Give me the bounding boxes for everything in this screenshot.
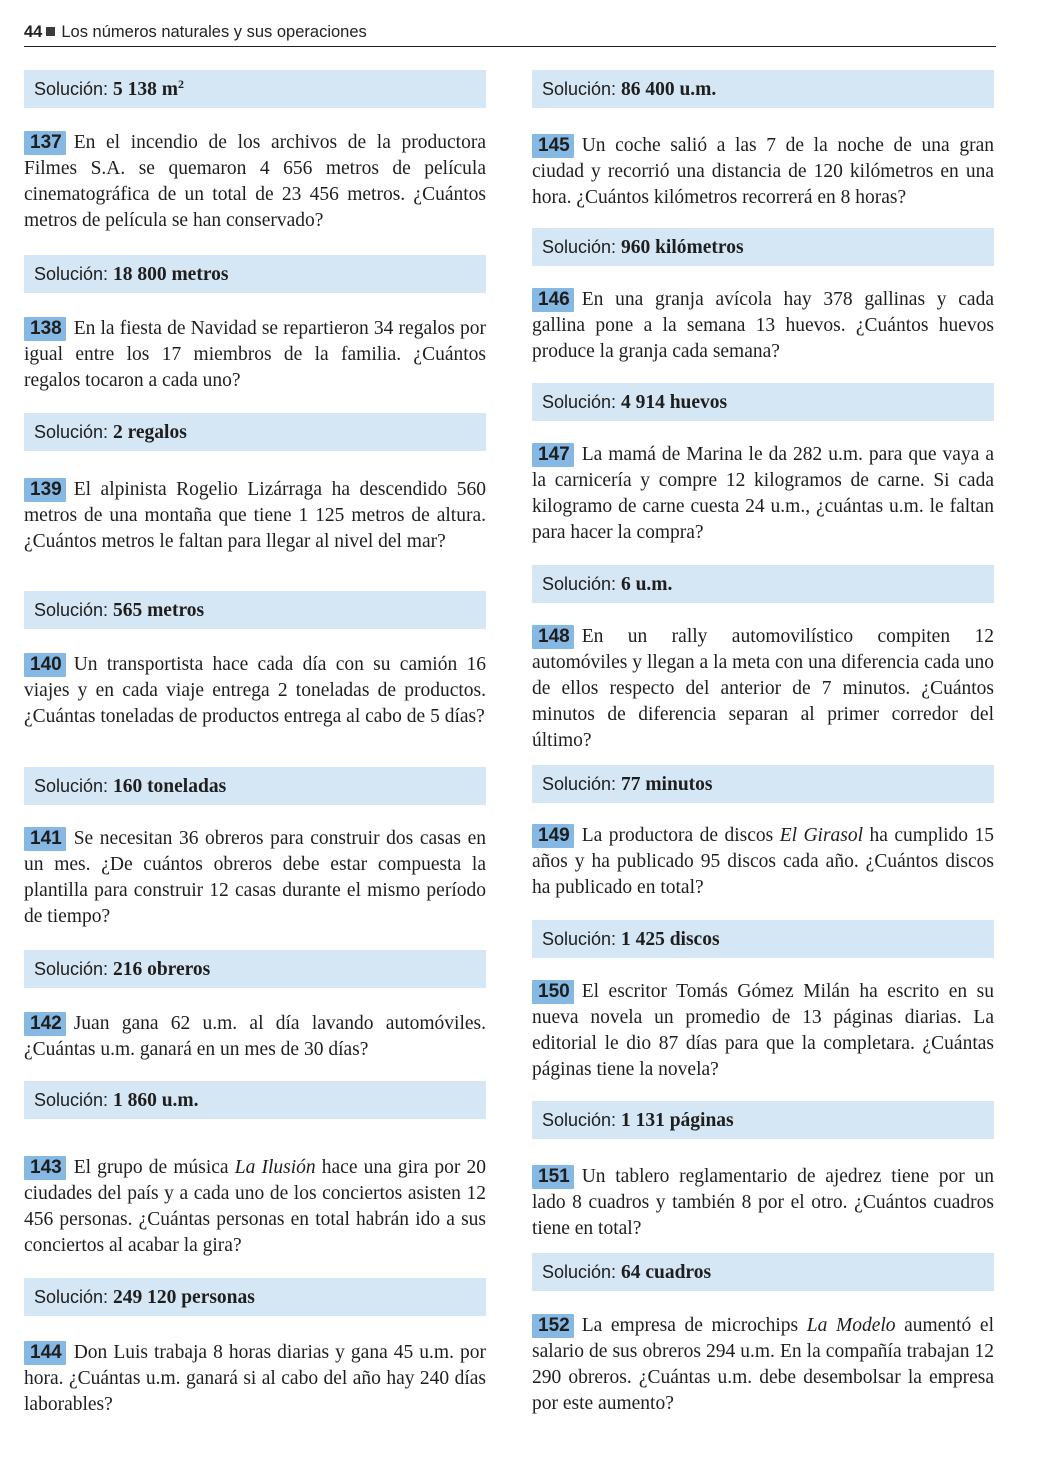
- problem-number: 151: [532, 1165, 574, 1189]
- solution-box: Solución: 2 regalos: [24, 413, 486, 451]
- problem-text: En un rally automovilístico compiten 12 automóviles y llegan a la meta con una diferencia cada uno de ellos respecto del anterior de 7 minutos. ¿Cuántos minutos de diferencia separan al primer corredor del último?: [532, 626, 994, 751]
- problem-number: 149: [532, 824, 574, 848]
- problem-text: El escritor Tomás Gómez Milán ha escrito en su nueva novela un promedio de 13 páginas diarias. La editorial le dio 87 días para que la completara. ¿Cuántas páginas tiene la novela?: [532, 981, 994, 1080]
- solution-value: 6 u.m.: [620, 574, 673, 595]
- problem-text: En la fiesta de Navidad se repartieron 34 regalos por igual entre los 17 miembros de la familia. ¿Cuántos regalos tocaron a cada uno?: [24, 318, 486, 391]
- problem-text: Juan gana 62 u.m. al día lavando automóviles. ¿Cuántas u.m. ganará en un mes de 30 días?: [24, 1013, 486, 1060]
- solution-value: 2 regalos: [112, 422, 187, 443]
- solution-value: 960 kilómetros: [620, 237, 744, 258]
- solution-box: Solución: 64 cuadros: [532, 1253, 994, 1291]
- problem-number: 147: [532, 443, 574, 467]
- solution-box: Solución: 1 860 u.m.: [24, 1081, 486, 1119]
- problem-138: [24, 316, 486, 394]
- problem-text: Un tablero reglamentario de ajedrez tiene por un lado 8 cuadros y también 8 por el otro. ¿Cuántos cuadros tiene en total?: [532, 1166, 994, 1239]
- solution-value: 86 400 u.m.: [620, 79, 717, 100]
- problem-text: Un transportista hace cada día con su camión 16 viajes y en cada viaje entrega 2 toneladas de productos. ¿Cuántas toneladas de productos entrega al cabo de 5 días?: [24, 654, 486, 727]
- problem-139: [24, 477, 486, 555]
- problem-150: [532, 979, 994, 1083]
- solution-value: 18 800 metros: [112, 264, 229, 285]
- problem-number: 148: [532, 625, 574, 649]
- solution-value: 64 cuadros: [620, 1262, 712, 1283]
- solution-value: 565 metros: [112, 600, 205, 621]
- solution-box: Solución: 86 400 u.m.: [532, 70, 994, 108]
- problem-number: 145: [532, 134, 574, 158]
- solution-label: Solución:: [34, 79, 109, 99]
- problem-152: [532, 1313, 994, 1417]
- problem-text: Un coche salió a las 7 de la noche de una gran ciudad y recorrió una distancia de 120 kilómetros en una hora. ¿Cuántos kilómetros recorrerá en 8 horas?: [532, 135, 994, 208]
- solution-value: 160 toneladas: [112, 776, 227, 797]
- solution-box: Solución: 160 toneladas: [24, 767, 486, 805]
- solution-value: 1 425 discos: [620, 929, 720, 950]
- page-number: 44: [24, 23, 43, 41]
- problem-137: [24, 130, 486, 234]
- solution-box: Solución: 6 u.m.: [532, 565, 994, 603]
- problem-number: 140: [24, 653, 66, 677]
- solution-value: 1 860 u.m.: [112, 1090, 199, 1111]
- problem-141: [24, 826, 486, 930]
- solution-box: Solución: 18 800 metros: [24, 255, 486, 293]
- problem-145: [532, 133, 994, 211]
- problem-146: [532, 287, 994, 365]
- problem-142: [24, 1011, 486, 1063]
- solution-box: Solución: 216 obreros: [24, 950, 486, 988]
- solution-box: Solución: 1 425 discos: [532, 920, 994, 958]
- problem-149: [532, 823, 994, 901]
- solution-box: Solución: 565 metros: [24, 591, 486, 629]
- problem-number: 143: [24, 1156, 66, 1180]
- square-bullet-icon: [46, 27, 55, 36]
- problem-text: La empresa de microchips La Modelo aumentó el salario de sus obreros 294 u.m. En la compañía trabajan 12 290 obreros. ¿Cuántas u.m. debe desembolsar la empresa por este aumento?: [532, 1315, 994, 1414]
- problem-text: En una granja avícola hay 378 gallinas y cada gallina pone a la semana 13 huevos. ¿Cuántos huevos produce la granja cada semana?: [532, 289, 994, 362]
- problem-number: 138: [24, 317, 66, 341]
- page-header: [24, 18, 996, 47]
- chapter-title: Los números naturales y sus operaciones: [61, 23, 367, 41]
- solution-box: [24, 70, 486, 108]
- problem-text: Don Luis trabaja 8 horas diarias y gana 45 u.m. por hora. ¿Cuántas u.m. ganará si al cabo del año hay 240 días laborables?: [24, 1342, 486, 1415]
- solution-box: Solución: 249 120 personas: [24, 1278, 486, 1316]
- problem-text: El alpinista Rogelio Lizárraga ha descendido 560 metros de una montaña que tiene 1 125 metros de altura. ¿Cuántos metros le faltan para llegar al nivel del mar?: [24, 479, 486, 552]
- solution-value: 4 914 huevos: [620, 392, 728, 413]
- problem-number: 146: [532, 288, 574, 312]
- problem-text: La mamá de Marina le da 282 u.m. para que vaya a la carnicería y compre 12 kilogramos de carne. Si cada kilogramo de carne cuesta 24 u.m., ¿cuántas u.m. le faltan para hacer la compra?: [532, 444, 994, 543]
- problem-147: [532, 442, 994, 546]
- solution-value: 249 120 personas: [112, 1287, 255, 1308]
- problem-number: 139: [24, 478, 66, 502]
- problem-number: 150: [532, 980, 574, 1004]
- problem-140: [24, 652, 486, 730]
- problem-text: Se necesitan 36 obreros para construir dos casas en un mes. ¿De cuántos obreros debe estar compuesta la plantilla para construir 12 casas durante el mismo período de tiempo?: [24, 828, 486, 927]
- solution-box: Solución: 960 kilómetros: [532, 228, 994, 266]
- problem-143: [24, 1155, 486, 1259]
- solution-box: Solución: 77 minutos: [532, 765, 994, 803]
- problem-148: [532, 624, 994, 754]
- problem-number: 137: [24, 131, 66, 155]
- solution-box: Solución: 1 131 páginas: [532, 1101, 994, 1139]
- problem-number: 142: [24, 1012, 66, 1036]
- problem-number: 141: [24, 827, 66, 851]
- problem-144: [24, 1340, 486, 1418]
- solution-value: 1 131 páginas: [620, 1110, 734, 1131]
- problem-text: En el incendio de los archivos de la productora Filmes S.A. se quemaron 4 656 metros de película cinematográfica de un total de 23 456 metros. ¿Cuántos metros de película se han conservado?: [24, 132, 486, 231]
- problem-text: El grupo de música La Ilusión hace una gira por 20 ciudades del país y a cada uno de los conciertos asisten 12 456 personas. ¿Cuántas personas en total habrán ido a sus conciertos al acabar la gira?: [24, 1157, 486, 1256]
- solution-value: 216 obreros: [112, 959, 211, 980]
- solution-value: 5 138 $m^2$: [112, 77, 184, 100]
- problem-number: 144: [24, 1341, 66, 1365]
- solution-value: 77 minutos: [620, 774, 713, 795]
- solution-box: Solución: 4 914 huevos: [532, 383, 994, 421]
- problem-number: 152: [532, 1314, 574, 1338]
- problem-151: [532, 1164, 994, 1242]
- problem-text: La productora de discos El Girasol ha cumplido 15 años y ha publicado 95 discos cada año. ¿Cuántos discos ha publicado en total?: [532, 825, 994, 898]
